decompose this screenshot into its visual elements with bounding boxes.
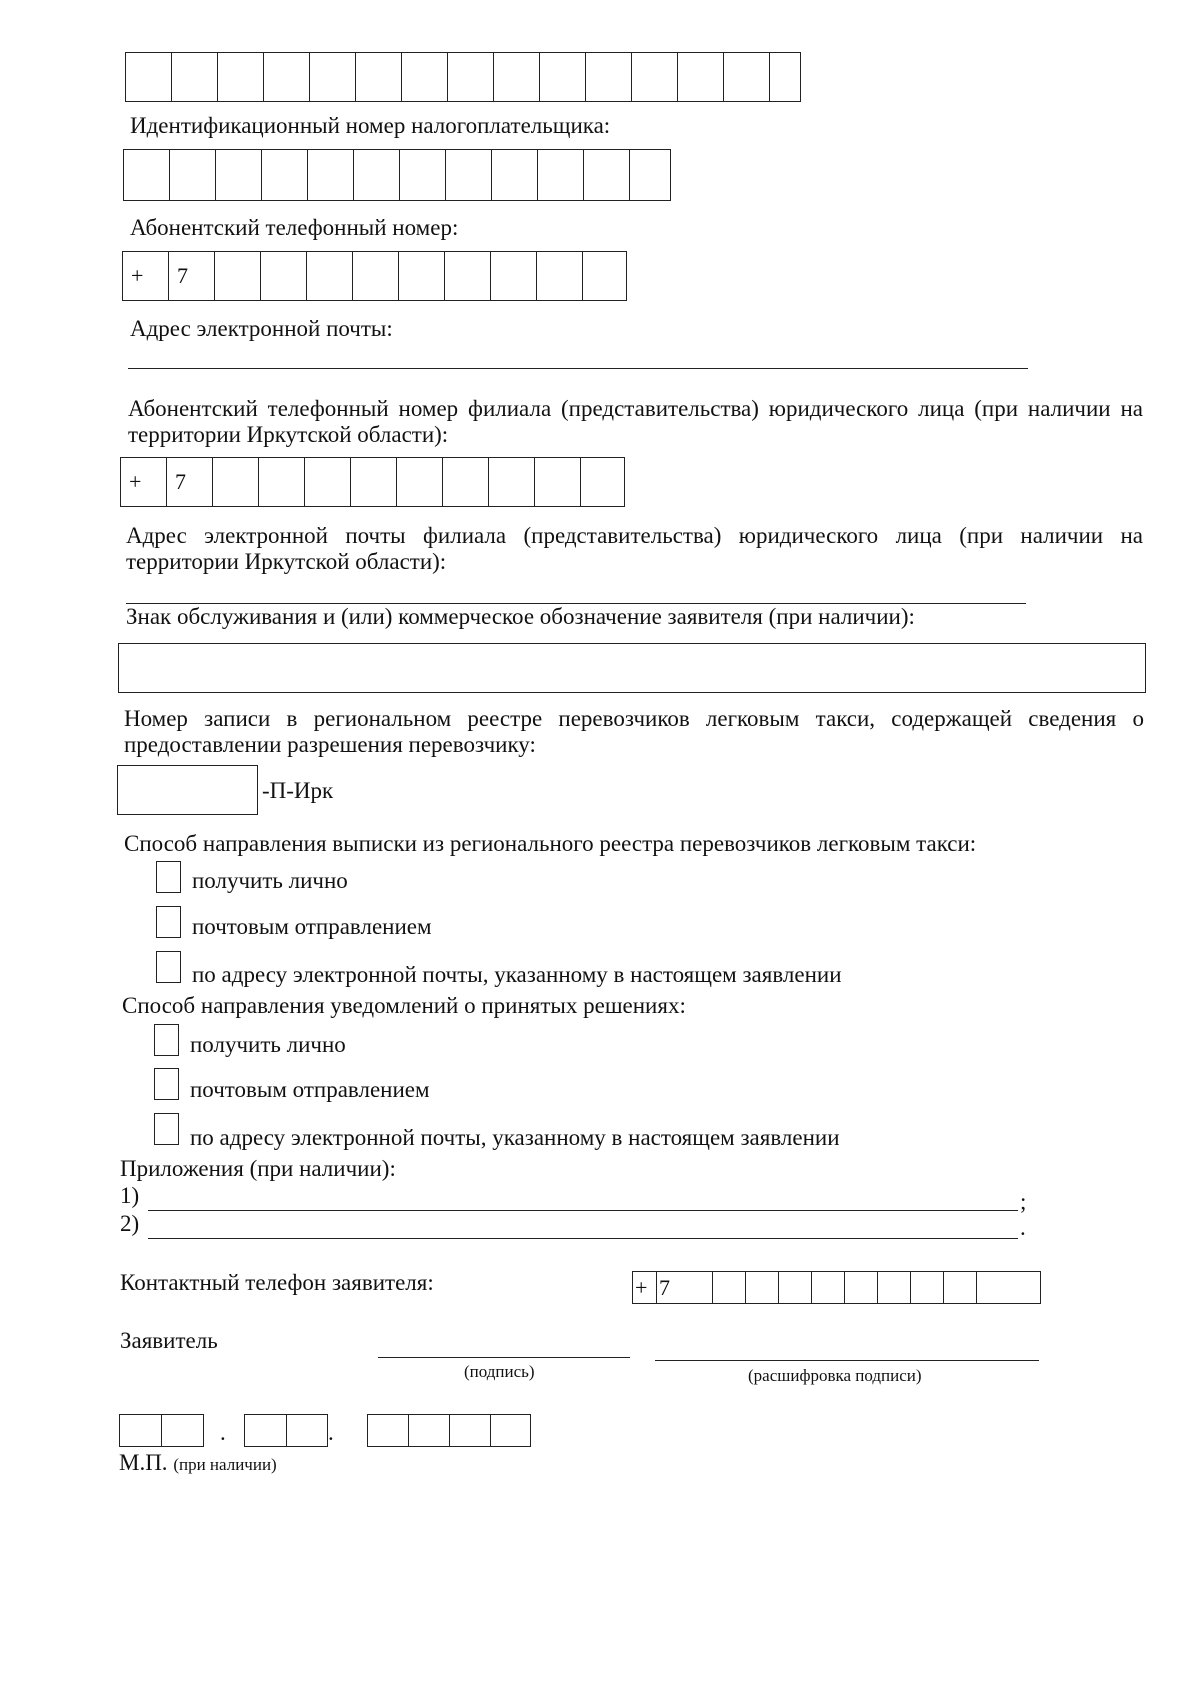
branch-phone-label: Абонентский телефонный номер филиала (представительства) юридического лица (при наличии на территории Иркутской области): (128, 396, 1143, 447)
registry-label: Номер записи в региональном реестре перевозчиков легковым такси, содержащей сведения о предоставлении разрешения перевозчику: (124, 706, 1144, 757)
registry-suffix: -П-Ирк (262, 778, 334, 803)
contact-phone-label: Контактный телефон заявителя: (120, 1270, 434, 1295)
branch-phone-cells[interactable] (120, 457, 625, 507)
service-mark-box[interactable] (118, 643, 1146, 693)
extract-method-label: Способ направления выписки из регионального реестра перевозчиков легковым такси: (124, 831, 977, 856)
extract-option-post: почтовым отправлением (192, 914, 432, 939)
signature-caption: (подпись) (464, 1362, 535, 1381)
date-separator-2: . (328, 1420, 334, 1445)
extract-checkbox-post[interactable] (156, 906, 181, 938)
signature-line[interactable] (378, 1357, 630, 1358)
applicant-label: Заявитель (120, 1328, 218, 1353)
notice-option-personal: получить лично (190, 1032, 346, 1057)
date-separator-1: . (220, 1420, 226, 1445)
attachment-1-num: 1) (120, 1183, 140, 1208)
branch-email-label: Адрес электронной почты филиала (представительства) юридического лица (при наличии на территории Иркутской области): (126, 523, 1143, 574)
top-cells[interactable] (125, 52, 801, 102)
service-mark-label: Знак обслуживания и (или) коммерческое обозначение заявителя (при наличии): (126, 604, 915, 629)
contact-phone-cells[interactable] (632, 1271, 1041, 1304)
date-day-cells[interactable] (119, 1414, 204, 1447)
phone-label: Абонентский телефонный номер: (130, 215, 459, 240)
notice-checkbox-personal[interactable] (154, 1024, 179, 1056)
registry-number-box[interactable] (117, 765, 258, 815)
branch-phone-seven: 7 (167, 458, 213, 506)
attachment-2-line[interactable] (148, 1238, 1018, 1239)
extract-option-personal: получить лично (192, 868, 348, 893)
attachments-label: Приложения (при наличии): (120, 1156, 396, 1181)
notice-checkbox-post[interactable] (154, 1068, 179, 1100)
inn-label: Идентификационный номер налогоплательщика: (130, 113, 611, 138)
notice-option-post: почтовым отправлением (190, 1077, 430, 1102)
phone-cells[interactable] (122, 251, 627, 301)
notice-method-label: Способ направления уведомлений о принятых решениях: (122, 993, 686, 1018)
decode-line[interactable] (655, 1360, 1039, 1361)
stamp-mp: М.П. (119, 1450, 168, 1475)
attachment-2-end: . (1020, 1215, 1026, 1240)
date-year-cells[interactable] (367, 1414, 531, 1447)
decode-caption: (расшифровка подписи) (748, 1366, 922, 1385)
stamp-label (119, 1450, 277, 1478)
contact-phone-plus: + (633, 1272, 657, 1303)
email-line[interactable] (128, 368, 1028, 369)
attachment-1-line[interactable] (148, 1210, 1018, 1211)
extract-checkbox-personal[interactable] (156, 861, 181, 893)
notice-checkbox-email[interactable] (154, 1113, 179, 1145)
stamp-note: (при наличии) (173, 1455, 277, 1474)
notice-option-email: по адресу электронной почты, указанному в настоящем заявлении (190, 1125, 840, 1150)
branch-phone-plus: + (121, 458, 167, 506)
attachment-2-num: 2) (120, 1211, 140, 1236)
extract-option-email: по адресу электронной почты, указанному в настоящем заявлении (192, 962, 842, 987)
attachment-1-end: ; (1020, 1189, 1027, 1214)
contact-phone-seven: 7 (657, 1272, 713, 1303)
email-label: Адрес электронной почты: (130, 316, 393, 341)
phone-plus: + (123, 252, 169, 300)
extract-checkbox-email[interactable] (156, 951, 181, 983)
phone-seven: 7 (169, 252, 215, 300)
inn-cells[interactable] (123, 149, 671, 201)
date-month-cells[interactable] (244, 1414, 328, 1447)
